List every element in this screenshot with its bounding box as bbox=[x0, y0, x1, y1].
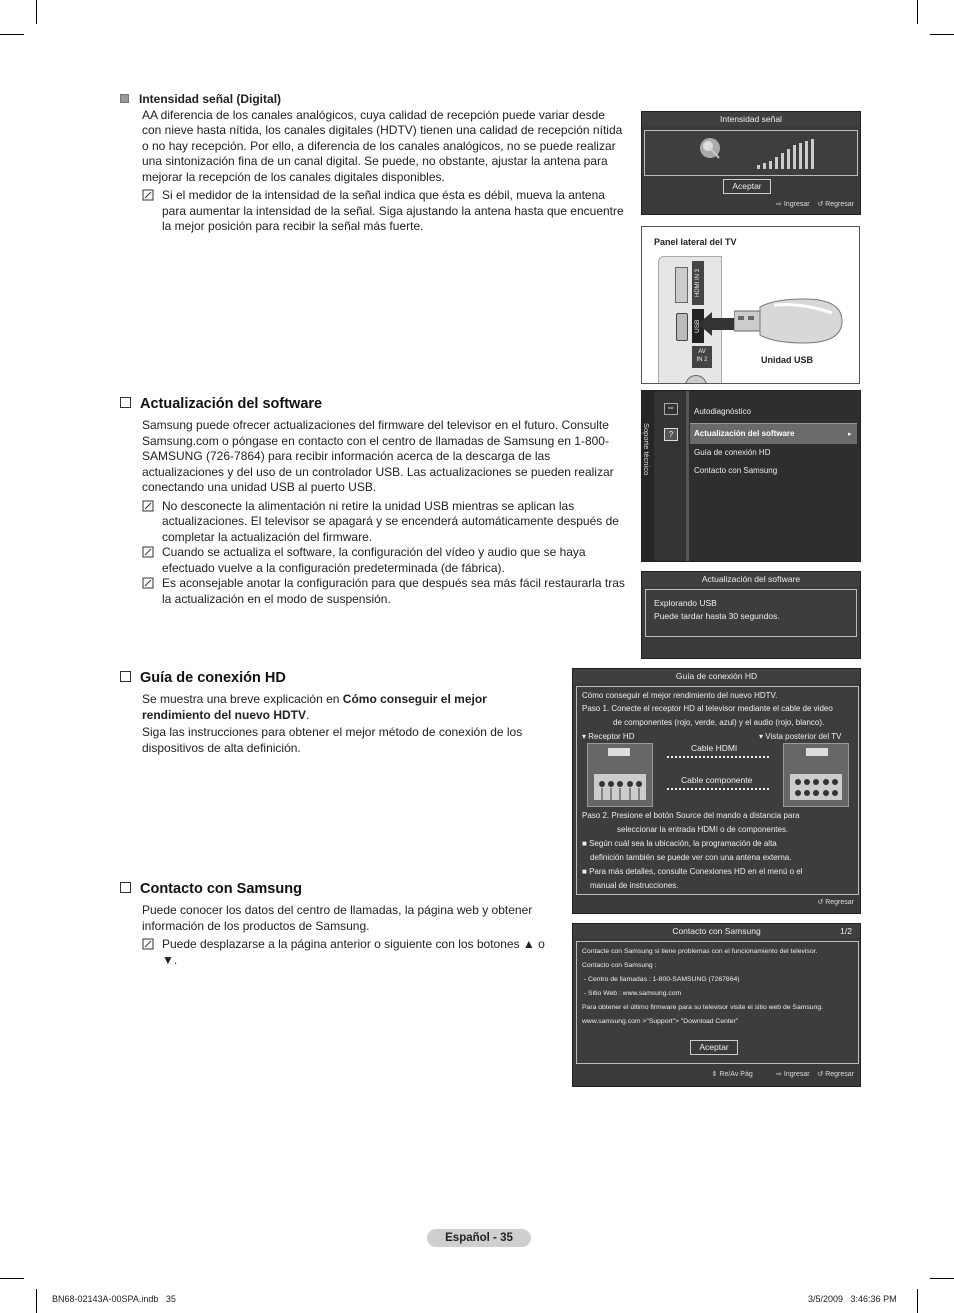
menu-item-contact[interactable]: Contacto con Samsung bbox=[694, 466, 778, 475]
hd-guide-section bbox=[120, 670, 550, 756]
triangle-down-icon: ▾ bbox=[759, 732, 764, 741]
signal-strength-screen: Intensidad señal Aceptar ⇨ Ingresar ↺ Regresar bbox=[641, 111, 861, 215]
usb-panel-title: Panel lateral del TV bbox=[654, 237, 737, 247]
usb-drive-icon bbox=[734, 295, 846, 347]
return-icon: ↺ bbox=[817, 899, 824, 906]
enter-icon: ⇨ bbox=[776, 1071, 782, 1078]
note-icon bbox=[142, 938, 154, 950]
contact-section bbox=[120, 881, 550, 968]
software-paragraph: Samsung puede ofrecer actualizaciones del firmware del televisor en el futuro. Consulte Samsung.com o póngase en contacto con el centro de llamadas de Samsung en 1-800-SAMSUNG (726-7864) para recibir información acerca de la descarga de las actualizaciones y del uso de un controlador USB. Las actualizaciones se pueden realizar conectando una unidad USB al puerto USB. bbox=[142, 418, 614, 494]
hdmi-port bbox=[675, 267, 688, 303]
software-note-2: Cuando se actualiza el software, la configuración del vídeo y audio que se haya efectuado vuelve a la configuración predeterminada (de fábrica). bbox=[142, 545, 625, 576]
triangle-down-icon: ▾ bbox=[582, 732, 587, 741]
intensity-paragraph: AA diferencia de los canales analógicos, cuya calidad de recepción puede variar desde con nieve hasta nítida, los canales digitales (HDTV) tienen una calidad de recepción nítida o no hay recepción. Por ello, a diferencia de los canales analógicos, no se puede realizar una sintonización fina de un canal digital. Se puede, no obstante, ajustar la antena para mejorar la recepción de los canales digitales disponibles. bbox=[142, 107, 623, 184]
input-menu-icon[interactable]: ⇨ bbox=[664, 403, 678, 415]
intensity-section bbox=[120, 92, 625, 235]
hdmi-port-icon bbox=[608, 748, 630, 756]
section-checkbox-icon bbox=[120, 671, 131, 682]
section-checkbox-icon bbox=[120, 397, 131, 408]
updown-icon: ⇕ bbox=[711, 1071, 718, 1078]
component-jacks-icon bbox=[790, 774, 842, 800]
bullet-square-icon: ■ bbox=[582, 867, 587, 876]
signal-bars-icon bbox=[757, 139, 819, 169]
hd-guide-paragraph: Se muestra una breve explicación en Cómo conseguir el mejor rendimiento del nuevo HDTV. bbox=[142, 692, 487, 722]
usb-device-label: Unidad USB bbox=[761, 355, 814, 365]
return-icon: ↺ bbox=[817, 201, 824, 208]
signal-screen-title: Intensidad señal bbox=[642, 112, 860, 126]
contact-note: Puede desplazarse a la página anterior o siguiente con los botones ▲ o ▼. bbox=[142, 937, 550, 968]
software-note-1: No desconecte la alimentación ni retire la unidad USB mientras se aplican las actualizaciones. El televisor se apagará y se encenderá automáticamente después de completar la actualización del firmware. bbox=[142, 499, 625, 546]
rear-view-label: Vista posterior del TV bbox=[765, 732, 842, 741]
tv-rear-panel bbox=[783, 743, 849, 807]
return-icon: ↺ bbox=[817, 1071, 824, 1078]
menu-item-software-update[interactable]: Actualización del software bbox=[694, 429, 795, 438]
software-note-3: Es aconsejable anotar la configuración para que después sea más fácil restaurarla tras la actualización en el modo de suspensión. bbox=[142, 576, 625, 607]
component-jacks-icon bbox=[594, 774, 646, 800]
satellite-dish-icon bbox=[697, 135, 723, 161]
av-in-label: AV IN 2 bbox=[692, 346, 712, 368]
support-side-label: Soporte técnico bbox=[642, 423, 651, 476]
accept-button[interactable]: Aceptar bbox=[690, 1040, 738, 1055]
page-indicator: 1/2 bbox=[840, 926, 852, 936]
contact-screen-title: Contacto con Samsung bbox=[672, 926, 761, 936]
note-icon bbox=[142, 500, 154, 512]
menu-item-self-diagnosis[interactable]: Autodiagnóstico bbox=[694, 407, 751, 416]
page-number-badge: Español - 35 bbox=[427, 1229, 531, 1247]
av-jack bbox=[685, 375, 707, 384]
usb-port-label: USB bbox=[692, 309, 704, 343]
chevron-right-icon: ▸ bbox=[848, 431, 852, 438]
print-date: 3/5/2009 3:46:36 PM bbox=[808, 1294, 897, 1304]
bullet-square-icon bbox=[120, 94, 129, 103]
file-name: BN68-02143A-00SPA.indb 35 bbox=[52, 1294, 176, 1304]
update-screen bbox=[641, 571, 861, 659]
hd-guide-title: Guía de conexión HD bbox=[140, 670, 286, 686]
section-checkbox-icon bbox=[120, 882, 131, 893]
enter-icon: ⇨ bbox=[776, 201, 782, 208]
software-section bbox=[120, 396, 625, 607]
bullet-square-icon: ■ bbox=[582, 839, 587, 848]
component-cable-line bbox=[667, 788, 769, 790]
note-icon bbox=[142, 546, 154, 558]
receiver-label: Receptor HD bbox=[588, 732, 635, 741]
note-icon bbox=[142, 189, 154, 201]
hdmi-cable-line bbox=[667, 756, 769, 758]
update-line-2: Puede tardar hasta 30 segundos. bbox=[654, 611, 780, 621]
hdmi-cable-label: Cable HDMI bbox=[691, 743, 738, 753]
contact-paragraph: Puede conocer los datos del centro de llamadas, la página web y obtener información de los productos de Samsung. bbox=[142, 903, 533, 933]
menu-item-hd-guide[interactable]: Guía de conexión HD bbox=[694, 448, 771, 457]
contact-screen: Contacto con Samsung 1/2 Contacte con Samsung si tiene problemas con el funcionamiento del televisor. Contacto con Samsung : - Centro de llamadas : 1-800-SAMSUNG (7267864) - Sitio Web : www.samsung.com Para obtener el último firmware para su televisor visite el sitio web de Samsung. www.samsung.com >"Support"> "Download Center" Aceptar ⇕ Re/Av Pág ⇨ Ingresar ↺ Regresar bbox=[572, 923, 861, 1087]
support-menu-screen bbox=[641, 390, 861, 562]
support-menu-icon[interactable]: ? bbox=[664, 428, 678, 441]
usb-panel-diagram bbox=[641, 226, 860, 384]
software-title: Actualización del software bbox=[140, 396, 323, 412]
hd-screen-title: Guía de conexión HD bbox=[573, 669, 860, 683]
hdmi-port-icon bbox=[806, 748, 828, 756]
intensity-note: Si el medidor de la intensidad de la señal indica que ésta es débil, mueva la antena para aumentar la intensidad de la señal. Siga ajustando la antena hasta que encuentre la mejor posición para recibir la señal más fuerte. bbox=[142, 188, 625, 235]
hdmi-port-label: HDMI IN 3 bbox=[692, 261, 704, 305]
hd-receiver-panel bbox=[587, 743, 653, 807]
intensity-heading: Intensidad señal (Digital) bbox=[139, 92, 282, 106]
accept-button[interactable]: Aceptar bbox=[723, 179, 771, 194]
update-line-1: Explorando USB bbox=[654, 598, 717, 608]
hd-guide-screen: Guía de conexión HD Cómo conseguir el mejor rendimiento del nuevo HDTV. Paso 1. Conecte el receptor HD al televisor mediante el cable de video de componentes (rojo, verde, azul) y el audio (rojo, blanco). ▾ Receptor HD ▾ Vista posterior del TV Cable HDMI Cable componente Paso 2. Presione el botón Source del mando a distancia para seleccionar la entrada HDMI o de componentes. ■ Según cuál sea la ubicación, la programación de alta definición también se puede ver con una antena externa. ■ Para más detalles, consulte Conexiones HD en el menú o el manual de instrucciones. ↺ Regresar bbox=[572, 668, 861, 914]
hd-guide-paragraph-2: Siga las instrucciones para obtener el mejor método de conexión de los dispositivos de alta definición. bbox=[142, 725, 523, 755]
note-icon bbox=[142, 577, 154, 589]
usb-port bbox=[676, 313, 688, 341]
contact-title: Contacto con Samsung bbox=[140, 881, 302, 897]
component-cable-label: Cable componente bbox=[681, 775, 753, 785]
update-screen-title: Actualización del software bbox=[642, 572, 860, 586]
